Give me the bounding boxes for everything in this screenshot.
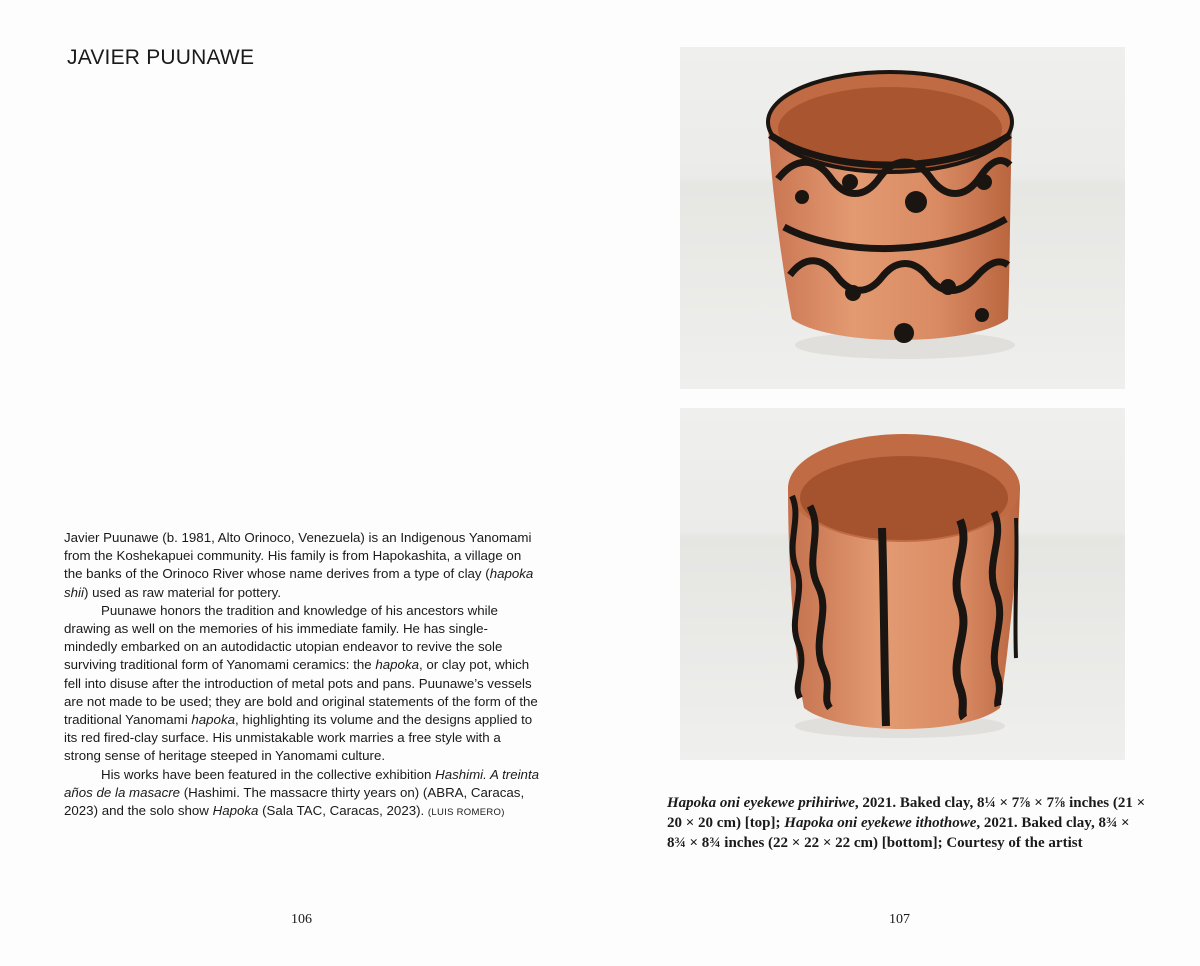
bio-text: ) used as raw material for pottery. <box>83 584 282 600</box>
clay-pot-top-illustration <box>680 47 1125 389</box>
bio-text: Puunawe honors the tradition and knowledge of his ancestors while drawing as well on the memories of his immediate family. He has single-mindedly embarked on an autodidactic utopian endeavor to revive the sole surviving traditional form of Yanomami ceramics: the <box>64 602 503 673</box>
author-credit: (LUIS ROMERO) <box>427 807 505 819</box>
bio-text: (Sala TAC, Caracas, 2023). <box>258 803 428 819</box>
caption-text: , 2021. Baked clay, 8¾ × 8¾ × 8¾ inches (22 × 22 × 22 cm) [bottom]; Courtesy of the artist <box>667 814 1130 851</box>
vertical-line <box>882 528 886 726</box>
artwork-title-bottom: Hapoka oni eyekewe ithothowe <box>784 814 977 831</box>
bio-paragraph-2 <box>64 602 540 766</box>
artwork-title-top: Hapoka oni eyekewe prihiriwe <box>667 795 855 811</box>
right-page <box>600 0 1200 966</box>
bio-paragraph-3 <box>64 766 540 823</box>
bio-text: (Hashimi. The massacre thirty years on) (ABRA, Caracas, 2023) and the solo show <box>64 784 525 819</box>
artist-name-heading: JAVIER PUUNAWE <box>67 46 255 69</box>
bio-text: , highlighting its volume and the designs applied to its red fired-clay surface. His unmistakable work marries a free style with a strong sense of heritage steeped in Yanomami culture. <box>64 712 533 764</box>
bio-italic: hapoka <box>375 657 419 673</box>
caption-text: , 2021. Baked clay, 8¼ × 7⅞ × 7⅞ inches (21 × 20 × 20 cm) [top]; <box>667 795 1146 831</box>
bio-italic: hapoka shii <box>64 566 534 600</box>
bio-italic: Hashimi. A treinta años de la masacre <box>64 766 540 800</box>
bio-paragraph-1 <box>64 529 540 602</box>
bio-text: , or clay pot, which fell into disuse after the introduction of metal pots and pans. Puunawe’s vessels are not made to be used; they are bold and original statements of the form of the traditional Yanomami <box>64 657 538 728</box>
bio-text: His works have been featured in the collective exhibition <box>101 766 436 782</box>
artwork-photo-top <box>680 47 1125 389</box>
clay-pot-bottom-illustration <box>680 408 1125 760</box>
bio-italic: Hapoka <box>212 803 259 819</box>
bio-italic: hapoka <box>191 712 235 728</box>
artwork-photo-bottom <box>680 408 1125 760</box>
page-number-right: 107 <box>889 912 910 927</box>
page-number-left: 106 <box>291 912 312 927</box>
artist-biography <box>64 529 540 822</box>
artwork-caption <box>667 794 1147 853</box>
bio-text: Javier Puunawe (b. 1981, Alto Orinoco, Venezuela) is an Indigenous Yanomami from the Koshekapuei community. His family is from Hapokashita, a village on the banks of the Orinoco River whose name derives from a type of clay ( <box>64 530 532 582</box>
